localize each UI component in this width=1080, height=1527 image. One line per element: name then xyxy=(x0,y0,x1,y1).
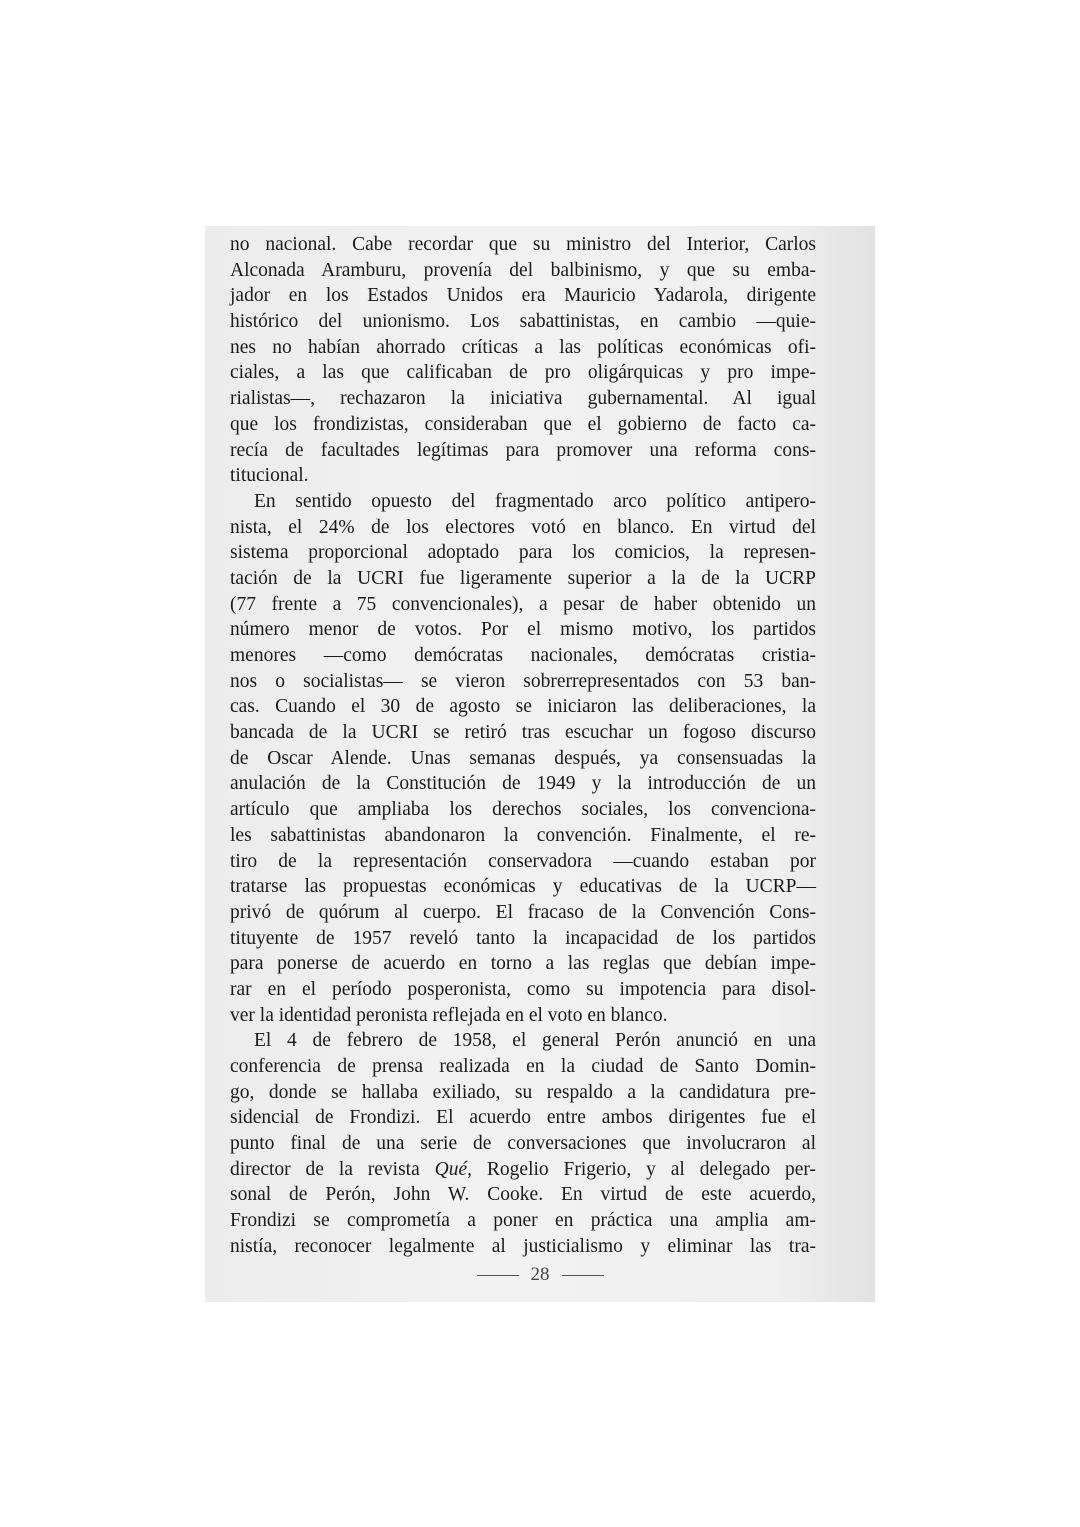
page-footer xyxy=(205,1264,875,1286)
text-line: bancada de la UCRI se retiró tras escuchar un fogoso discurso xyxy=(230,722,816,744)
text-run: , Rogelio Frigerio, y al delegado per- xyxy=(467,1158,816,1180)
text-line: nes no habían ahorrado críticas a las políticas económicas ofi- xyxy=(230,336,816,358)
folio-rule-left xyxy=(477,1275,519,1276)
text-line: tación de la UCRI fue ligeramente superior a la de la UCRP xyxy=(230,567,816,589)
text-line: menores —como demócratas nacionales, demócratas cristia- xyxy=(230,645,816,666)
text-line xyxy=(230,1157,816,1183)
body-text xyxy=(230,232,816,1260)
text-line: ciales, a las que calificaban de pro oligárquicas y pro impe- xyxy=(230,362,816,384)
text-line: Frondizi se comprometía a poner en práctica una amplia am- xyxy=(230,1210,816,1232)
text-line: conferencia de prensa realizada en la ciudad de Santo Domin- xyxy=(230,1056,816,1077)
text-line: para ponerse de acuerdo en torno a las reglas que debían impe- xyxy=(230,953,816,975)
text-line: no nacional. Cabe recordar que su ministro del Interior, Carlos xyxy=(230,234,816,255)
text-line: de Oscar Alende. Unas semanas después, ya consensuadas la xyxy=(230,747,816,769)
text-line: tratarse las propuestas económicas y educativas de la UCRP— xyxy=(230,876,816,898)
text-line: artículo que ampliaba los derechos sociales, los convenciona- xyxy=(230,799,816,821)
book-page xyxy=(205,226,875,1302)
text-line: nista, el 24% de los electores votó en blanco. En virtud del xyxy=(230,516,816,538)
folio-rule-right xyxy=(562,1275,604,1276)
text-line: El 4 de febrero de 1958, el general Perón anunció en una xyxy=(254,1030,816,1052)
text-line: rar en el período posperonista, como su impotencia para disol- xyxy=(230,978,816,1000)
magazine-title: Qué xyxy=(434,1158,468,1180)
text-line: nos o socialistas— se vieron sobrerrepresentados con 53 ban- xyxy=(230,670,816,692)
text-line: nistía, reconocer legalmente al justicialismo y eliminar las tra- xyxy=(230,1235,816,1257)
text-line: tiro de la representación conservadora —cuando estaban por xyxy=(230,850,816,872)
text-line: número menor de votos. Por el mismo motivo, los partidos xyxy=(230,619,816,641)
text-line: histórico del unionismo. Los sabattinistas, en cambio —quie- xyxy=(230,311,816,333)
text-line: rialistas—, rechazaron la iniciativa gubernamental. Al igual xyxy=(230,388,816,410)
text-line: que los frondizistas, consideraban que el gobierno de facto ca- xyxy=(230,413,816,435)
text-line: jador en los Estados Unidos era Mauricio Yadarola, dirigente xyxy=(230,285,816,307)
text-line: ver la identidad peronista reflejada en el voto en blanco. xyxy=(230,1004,668,1026)
text-line: Alconada Aramburu, provenía del balbinismo, y que su emba- xyxy=(230,259,816,281)
text-line: titucional. xyxy=(230,465,309,487)
text-line: privó de quórum al cuerpo. El fracaso de la Convención Cons- xyxy=(230,901,816,923)
text-line: recía de facultades legítimas para promover una reforma cons- xyxy=(230,439,816,461)
text-line: anulación de la Constitución de 1949 y la introducción de un xyxy=(230,773,816,795)
text-line: go, donde se hallaba exiliado, su respaldo a la candidatura pre- xyxy=(230,1081,816,1103)
text-line: les sabattinistas abandonaron la convención. Finalmente, el re- xyxy=(230,824,816,846)
text-line: En sentido opuesto del fragmentado arco político antipero- xyxy=(254,490,816,512)
text-line: cas. Cuando el 30 de agosto se iniciaron las deliberaciones, la xyxy=(230,696,816,718)
text-line: sistema proporcional adoptado para los comicios, la represen- xyxy=(230,542,816,564)
text-run: director de la revista xyxy=(230,1158,435,1180)
text-line: sonal de Perón, John W. Cooke. En virtud de este acuerdo, xyxy=(230,1184,816,1206)
text-line: (77 frente a 75 convencionales), a pesar de haber obtenido un xyxy=(230,593,816,615)
text-line: sidencial de Frondizi. El acuerdo entre ambos dirigentes fue el xyxy=(230,1107,816,1129)
text-line: punto final de una serie de conversaciones que involucraron al xyxy=(230,1133,816,1155)
page-number: 28 xyxy=(530,1264,550,1285)
text-line: tituyente de 1957 reveló tanto la incapacidad de los partidos xyxy=(230,927,816,949)
